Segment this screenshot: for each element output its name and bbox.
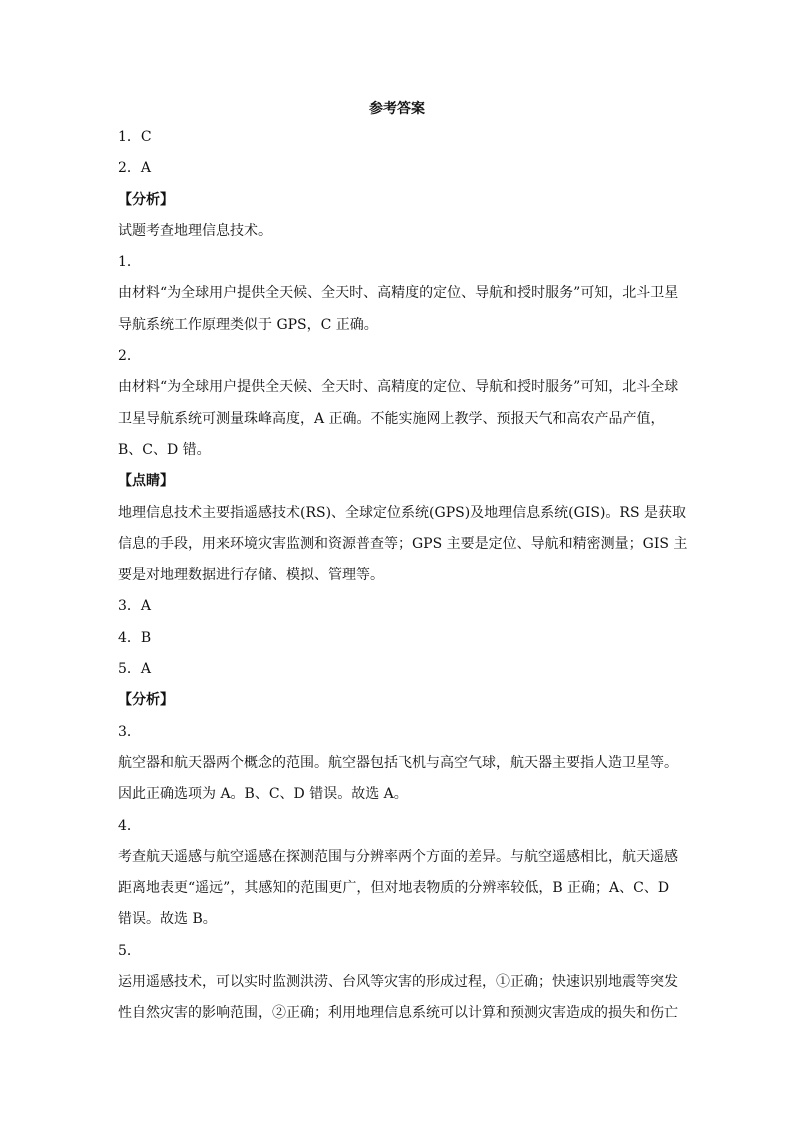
page-title: 参考答案 [369,101,425,117]
text-line: 由材料“为全球用户提供全天候、全天时、高精度的定位、导航和授时服务”可知，北斗卫星 [118,285,679,302]
text-line: 要是对地理数据进行存储、模拟、管理等。 [118,567,384,584]
section-heading: 【分析】 [118,191,174,208]
text-line: 错误。故选 B。 [118,911,217,928]
text-line: 运用遥感技术，可以实时监测洪涝、台风等灾害的形成过程，①正确；快速识别地震等突发 [118,974,678,991]
text-line: 因此正确选项为 A。B、C、D 错误。故选 A。 [118,786,408,803]
text-line: 1． [118,254,141,271]
text-line: 航空器和航天器两个概念的范围。航空器包括飞机与高空气球，航天器主要指人造卫星等。 [118,754,678,771]
text-line: 4． [118,817,141,834]
section-heading: 【点睛】 [118,473,174,490]
text-line: 性自然灾害的影响范围，②正确；利用地理信息系统可以计算和预测灾害造成的损失和伤亡 [118,1005,678,1022]
answer-line: 5．A [118,661,152,678]
text-line: 2． [118,348,141,365]
answer-line: 2．A [118,160,152,177]
text-line: 地理信息技术主要指遥感技术(RS)、全球定位系统(GPS)及地理信息系统(GIS)。RS 是获取 [118,504,686,521]
answer-content [118,122,688,1030]
text-line: 5． [118,942,141,959]
text-line: 3． [118,723,141,740]
text-line: 由材料“为全球用户提供全天候、全天时、高精度的定位、导航和授时服务”可知，北斗全球 [118,379,679,396]
text-line: 试题考查地理信息技术。 [118,222,272,239]
answer-line: 3．A [118,598,152,615]
answer-line: 1．C [118,129,152,145]
text-line: 距离地表更“遥远”，其感知的范围更广，但对地表物质的分辨率较低，B 正确；A、C、D [118,880,670,897]
text-line: B、C、D 错。 [118,441,211,458]
text-line: 导航系统工作原理类似于 GPS，C 正确。 [118,316,378,333]
text-line: 考查航天遥感与航空遥感在探测范围与分辨率两个方面的差异。与航空遥感相比，航天遥感 [118,848,678,865]
section-heading: 【分析】 [118,692,174,709]
answer-line: 4．B [118,629,152,646]
text-line: 信息的手段，用来环境灾害监测和资源普查等；GPS 主要是定位、导航和精密测量；GIS 主 [118,535,688,552]
text-line: 卫星导航系统可测量珠峰高度，A 正确。不能实施网上教学、预报天气和高农产品产值， [118,410,665,427]
